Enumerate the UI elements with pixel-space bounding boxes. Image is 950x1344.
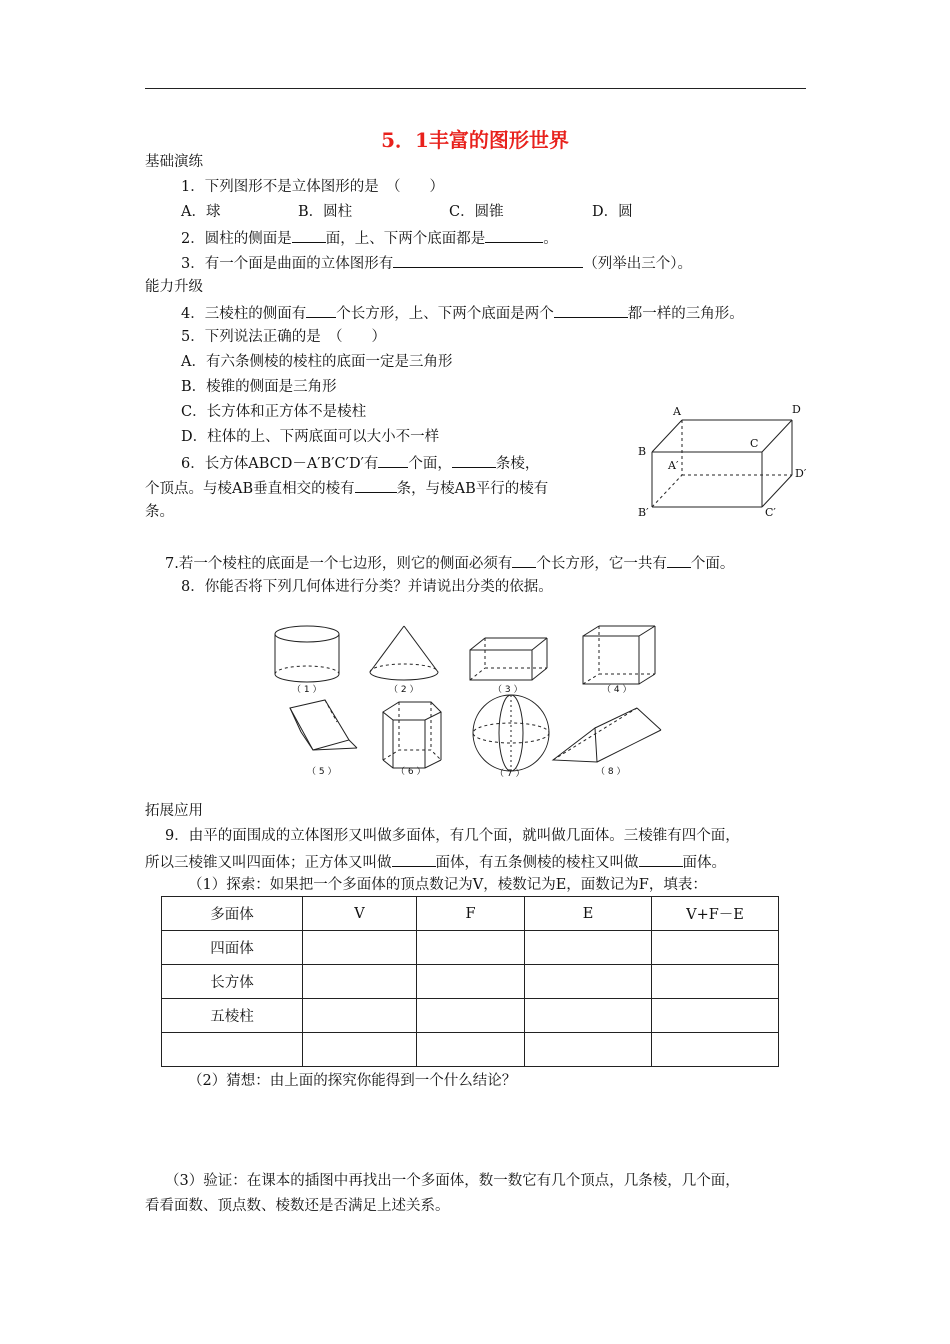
table-row (162, 999, 779, 1033)
table-row-label[interactable] (162, 1033, 303, 1067)
q7-text-c: 个面。 (690, 556, 735, 572)
q5-option-b: B．棱锥的侧面是三角形 (181, 379, 337, 395)
cuboid-label-b: B (638, 445, 647, 458)
cuboid-label-d: D (792, 403, 801, 416)
table-row (162, 931, 779, 965)
tilted-prism-shape (290, 700, 357, 750)
q9-line-1: 9．由平的面围成的立体图形又叫做多面体，有几个面，就叫做几面体。三棱锥有四个面， (165, 828, 740, 844)
q5-option-c: C．长方体和正方体不是棱柱 (181, 404, 367, 420)
cuboid-small-shape (470, 638, 547, 680)
figure-caption-8: （ 8 ） (596, 767, 626, 777)
section-extend: 拓展应用 (145, 803, 203, 819)
figure-caption-6: （ 6 ） (396, 767, 426, 777)
table-header: V (303, 897, 417, 931)
section-ability: 能力升级 (145, 279, 203, 295)
cuboid-edge (762, 420, 792, 452)
q4-line (181, 303, 744, 323)
q2-blank-2[interactable] (485, 228, 543, 243)
cuboid-label-a: A (673, 405, 681, 418)
table-header: F (417, 897, 525, 931)
q4-text-c: 都一样的三角形。 (627, 306, 744, 322)
q2-text-a: 2．圆柱的侧面是 (181, 231, 292, 247)
q6-text-d: 个顶点。与棱AB垂直相交的棱有 (145, 481, 355, 497)
q6-blank-perp[interactable] (355, 478, 397, 493)
table-cell[interactable] (417, 999, 525, 1033)
cylinder-shape (275, 626, 339, 682)
q6-text-f: 条。 (145, 504, 174, 520)
table-cell[interactable] (652, 1033, 779, 1067)
q5-option-a: A．有六条侧棱的棱柱的底面一定是三角形 (181, 354, 453, 370)
table-header: V+F－E (652, 897, 779, 931)
figure-caption-7: （ 7 ） (495, 769, 525, 779)
q7-text-a: 7.若一个棱柱的底面是一个七边形，则它的侧面必须有 (165, 556, 513, 572)
cuboid-figure (630, 400, 820, 525)
q6-line-1 (181, 453, 539, 473)
table-cell[interactable] (525, 999, 652, 1033)
q6-line-2 (145, 478, 548, 498)
figure-caption-2: （ 2 ） (389, 685, 419, 695)
table-header: E (525, 897, 652, 931)
table-cell[interactable] (652, 931, 779, 965)
table-cell[interactable] (525, 931, 652, 965)
q1-option-c: C．圆锥 (449, 204, 504, 220)
q8-stem: 8．你能否将下列几何体进行分类？并请说出分类的依据。 (181, 579, 553, 595)
cuboid-label-a-prime: A′ (668, 459, 679, 472)
q1-option-b: B．圆柱 (298, 204, 353, 220)
header-rule (145, 88, 806, 89)
table-cell[interactable] (303, 1033, 417, 1067)
q6-text-e: 条，与棱AB平行的棱有 (396, 481, 549, 497)
solids-figure (265, 620, 675, 785)
q6-blank-edges[interactable] (452, 453, 496, 468)
cuboid-edge (762, 475, 792, 507)
q9-blank-prism[interactable] (639, 852, 683, 867)
table-row (162, 965, 779, 999)
table-cell[interactable] (652, 999, 779, 1033)
q9-text-2a: 所以三棱锥又叫四面体；正方体又叫做 (145, 855, 392, 871)
table-row (162, 1033, 779, 1067)
table-cell[interactable] (525, 965, 652, 999)
q6-text-b: 个面， (408, 456, 452, 472)
q2-blank-1[interactable] (292, 228, 326, 243)
table-header-row (162, 897, 779, 931)
q2-text-b: 面，上、下两个底面都是 (325, 231, 486, 247)
table-row-label: 四面体 (162, 931, 303, 965)
q5-stem: 5．下列说法正确的是 （ ） (181, 329, 386, 345)
table-cell[interactable] (303, 965, 417, 999)
q4-blank-1[interactable] (306, 303, 336, 318)
table-row-label: 长方体 (162, 965, 303, 999)
cone-shape (370, 626, 438, 680)
table-header: 多面体 (162, 897, 303, 931)
q9-text-2c: 面体。 (682, 855, 726, 871)
page-title: 5．1丰富的图形世界 (381, 128, 569, 152)
q6-text-a: 6．长方体ABCD－A′B′C′D′有 (181, 456, 379, 472)
cuboid-label-d-prime: D′ (795, 467, 807, 480)
q9-blank-cube[interactable] (392, 852, 436, 867)
q4-text-a: 4．三棱柱的侧面有 (181, 306, 307, 322)
q3-blank[interactable] (393, 253, 583, 268)
section-basic: 基础演练 (145, 154, 203, 170)
q7-line (165, 553, 734, 573)
table-cell[interactable] (303, 931, 417, 965)
table-cell[interactable] (417, 931, 525, 965)
q9-line-2 (145, 852, 726, 872)
q7-text-b: 个长方形，它一共有 (536, 556, 667, 572)
q4-blank-2[interactable] (554, 303, 628, 318)
figure-caption-1: （ 1 ） (292, 685, 322, 695)
table-row-label: 五棱柱 (162, 999, 303, 1033)
sphere-shape (473, 695, 549, 771)
table-cell[interactable] (417, 1033, 525, 1067)
q9-guess: （2）猜想：由上面的探究你能得到一个什么结论？ (188, 1073, 517, 1089)
table-cell[interactable] (417, 965, 525, 999)
q7-blank-1[interactable] (512, 553, 536, 568)
table-cell[interactable] (525, 1033, 652, 1067)
q5-option-d: D．柱体的上、下两底面可以大小不一样 (181, 429, 440, 445)
cuboid-label-b-prime: B′ (638, 506, 649, 519)
q6-text-c: 条棱， (495, 456, 540, 472)
q9-verify-2: 看看面数、顶点数、棱数还是否满足上述关系。 (145, 1198, 450, 1214)
table-cell[interactable] (652, 965, 779, 999)
figure-caption-5: （ 5 ） (307, 767, 337, 777)
hexagonal-prism-shape (383, 702, 441, 768)
cuboid-hidden-edge (652, 475, 682, 507)
q1-option-a: A．球 (181, 204, 221, 220)
q3-text-b: （列举出三个）。 (583, 256, 692, 272)
q9-explore: （1）探索：如果把一个多面体的顶点数记为V，棱数记为E，面数记为F，填表： (188, 877, 707, 893)
polyhedron-table (161, 896, 779, 1067)
q2-line (181, 228, 558, 248)
q3-text-a: 3．有一个面是曲面的立体图形有 (181, 256, 394, 272)
q1-stem: 1．下列图形不是立体图形的是 （ ） (181, 179, 444, 195)
q9-text-2b: 面体，有五条侧棱的棱柱又叫做 (435, 855, 639, 871)
q1-option-d: D．圆 (592, 204, 633, 220)
cuboid-label-c-prime: C′ (765, 506, 776, 519)
figure-caption-3: （ 3 ） (493, 685, 523, 695)
triangular-prism-shape (553, 708, 661, 762)
q3-line (181, 253, 692, 273)
q6-blank-faces[interactable] (378, 453, 408, 468)
q9-verify-1: （3）验证：在课本的插图中再找出一个多面体，数一数它有几个顶点，几条棱，几个面， (165, 1173, 740, 1189)
cuboid-edge (652, 420, 682, 452)
figure-caption-4: （ 4 ） (602, 685, 632, 695)
q2-text-c: 。 (543, 231, 558, 247)
table-cell[interactable] (303, 999, 417, 1033)
q4-text-b: 个长方形，上、下两个底面是两个 (336, 306, 554, 322)
q7-blank-2[interactable] (667, 553, 691, 568)
cube-shape (583, 626, 655, 684)
cuboid-label-c: C (750, 437, 759, 450)
